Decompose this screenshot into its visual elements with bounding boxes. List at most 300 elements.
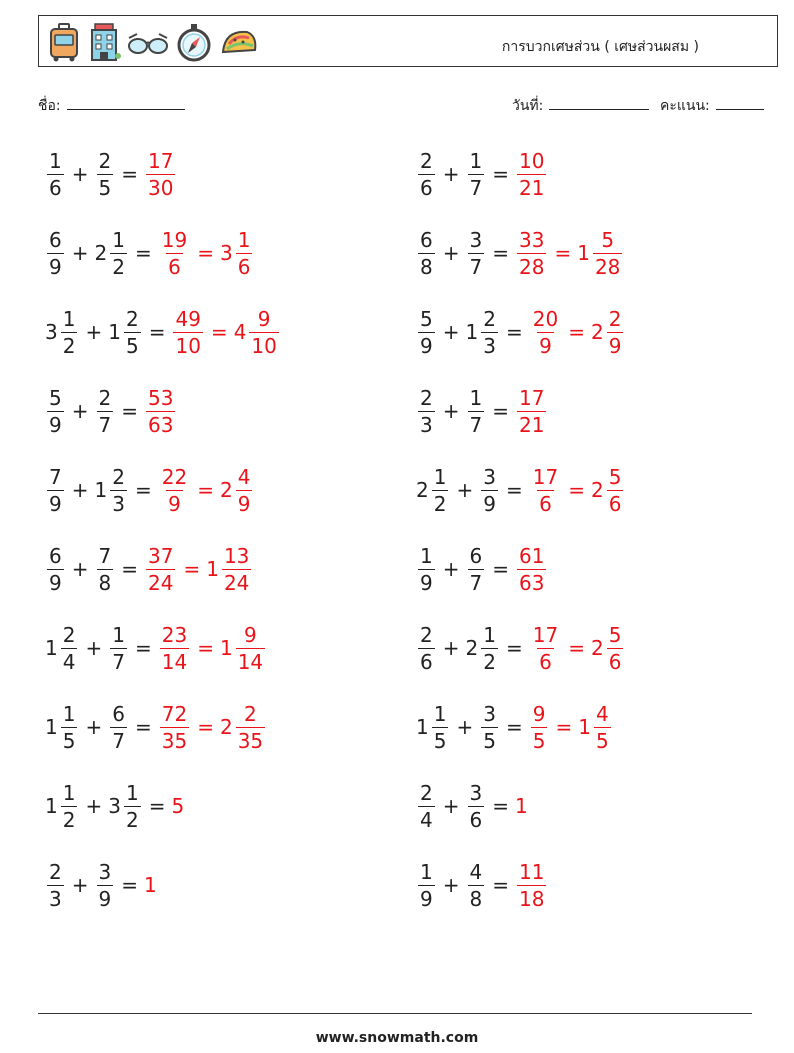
numerator: 2 [112,464,125,489]
denominator: 10 [175,333,201,358]
numerator: 4 [595,701,609,726]
answer-fraction [517,148,546,200]
operator: + [71,241,89,265]
fraction [61,701,78,753]
operator: = [505,478,523,502]
numerator: 2 [608,306,622,331]
denominator: 7 [469,570,483,595]
denominator: 2 [483,649,496,674]
denominator: 7 [98,412,112,437]
fraction [418,385,435,437]
operator: + [71,873,89,897]
whole-number: 2 [416,478,429,502]
fraction [97,543,114,595]
operator: + [442,162,460,186]
denominator: 9 [49,491,62,516]
denominator: 5 [483,728,496,753]
problem-row [45,225,254,281]
numerator: 1 [469,148,483,173]
numerator: 17 [148,148,174,173]
numerator: 3 [483,464,496,489]
answer-integer: 1 [144,873,157,897]
fraction [481,622,498,674]
numerator: 19 [161,227,188,252]
numerator: 3 [469,780,483,805]
problem-row [416,620,625,676]
denominator: 9 [98,886,112,911]
numerator: 1 [62,306,76,331]
denominator: 9 [420,886,433,911]
fraction [418,859,435,911]
operator: = [492,557,509,581]
numerator: 23 [161,622,188,647]
numerator: 2 [125,306,139,331]
numerator: 6 [49,227,62,252]
operator: + [442,241,460,265]
fraction [97,859,114,911]
numerator: 1 [112,622,125,647]
numerator: 53 [148,385,174,410]
answer-fraction [249,306,278,358]
date-field [512,94,649,117]
whole-number: 2 [465,636,479,660]
denominator: 8 [420,254,433,279]
score-blank [716,94,764,110]
denominator: 5 [98,175,112,200]
numerator: 2 [98,148,112,173]
name-field [38,94,185,117]
denominator: 5 [433,728,447,753]
problem-row [45,699,267,755]
numerator: 10 [519,148,545,173]
numerator: 2 [420,622,433,647]
problem-row [416,146,548,202]
denominator: 6 [608,649,622,674]
denominator: 6 [539,649,552,674]
fraction [47,859,64,911]
answer-integer: 5 [171,794,185,818]
fraction [97,385,114,437]
whole-number: 2 [219,478,233,502]
numerator: 9 [257,306,271,331]
numerator: 1 [62,701,76,726]
operator: = [197,241,214,265]
numerator: 1 [420,543,433,568]
denominator: 35 [237,728,264,753]
operator: = [121,557,138,581]
operator: + [442,636,460,660]
operator: = [492,873,509,897]
denominator: 28 [594,254,621,279]
numerator: 2 [62,622,76,647]
whole-number: 1 [45,794,58,818]
suitcase-icon [47,22,81,62]
numerator: 7 [98,543,112,568]
operator: = [568,320,585,344]
fraction [481,464,498,516]
operator: = [568,478,585,502]
numerator: 5 [608,464,622,489]
fraction [468,780,485,832]
numerator: 2 [49,859,62,884]
fraction [468,148,485,200]
numerator: 1 [433,464,447,489]
numerator: 17 [519,385,545,410]
numerator: 1 [62,780,76,805]
fraction [61,622,78,674]
operator: = [492,241,509,265]
denominator: 2 [62,333,76,358]
operator: = [568,636,585,660]
fraction [418,780,435,832]
denominator: 5 [62,728,76,753]
problem-row [45,462,254,518]
numerator: 5 [601,227,615,252]
denominator: 14 [237,649,264,674]
numerator: 6 [420,227,433,252]
whole-number: 1 [45,715,58,739]
fraction [47,464,64,516]
numerator: 3 [483,701,496,726]
numerator: 3 [469,227,483,252]
numerator: 1 [125,780,139,805]
answer-integer: 1 [515,794,528,818]
operator: = [197,715,214,739]
operator: + [85,794,103,818]
numerator: 49 [175,306,201,331]
denominator: 7 [112,728,125,753]
numerator: 5 [608,622,622,647]
denominator: 5 [532,728,546,753]
denominator: 9 [49,254,62,279]
answer-fraction [531,464,560,516]
denominator: 28 [519,254,545,279]
denominator: 6 [49,175,62,200]
name-blank [67,94,185,110]
operator: = [121,399,138,423]
numerator: 9 [532,701,546,726]
denominator: 2 [112,254,125,279]
operator: = [121,873,138,897]
fraction [468,227,485,279]
denominator: 6 [539,491,552,516]
numerator: 1 [49,148,62,173]
denominator: 6 [168,254,181,279]
denominator: 3 [483,333,496,358]
operator: + [442,320,460,344]
answer-fraction [607,306,624,358]
operator: = [555,715,573,739]
fraction [110,464,127,516]
operator: = [148,794,166,818]
fraction [124,780,141,832]
denominator: 18 [519,886,545,911]
problem-row [45,304,281,360]
header-icons [47,22,259,62]
problem-row [416,541,548,597]
denominator: 4 [420,807,433,832]
denominator: 30 [148,175,174,200]
denominator: 9 [49,412,62,437]
problem-row [416,857,548,913]
denominator: 6 [420,175,433,200]
fraction [468,859,485,911]
problem-row [416,304,625,360]
denominator: 3 [112,491,125,516]
problem-row [416,383,548,439]
numerator: 17 [532,622,559,647]
numerator: 13 [223,543,250,568]
denominator: 7 [112,649,125,674]
operator: = [505,636,523,660]
denominator: 2 [433,491,447,516]
numerator: 33 [519,227,545,252]
header-box [38,15,778,67]
fraction [418,306,435,358]
denominator: 9 [168,491,181,516]
denominator: 9 [49,570,62,595]
denominator: 24 [148,570,174,595]
operator: = [134,241,152,265]
whole-number: 3 [108,794,121,818]
numerator: 1 [483,622,496,647]
answer-fraction [160,701,189,753]
footer-divider [38,1013,752,1014]
date-blank [549,94,649,110]
denominator: 9 [420,333,433,358]
denominator: 9 [483,491,496,516]
problem-row [45,620,267,676]
whole-number: 2 [219,715,233,739]
problem-row [45,146,177,202]
denominator: 9 [420,570,433,595]
name-label: ชื่อ: [38,98,61,114]
operator: = [134,636,152,660]
denominator: 63 [148,412,174,437]
whole-number: 3 [45,320,58,344]
operator: + [456,715,474,739]
denominator: 14 [161,649,188,674]
whole-number: 2 [94,241,108,265]
answer-fraction [517,227,546,279]
answer-fraction [236,227,253,279]
fraction [468,543,485,595]
problem-row [416,462,625,518]
problem-row [45,541,253,597]
fraction [418,227,435,279]
operator: = [148,320,166,344]
numerator: 6 [49,543,62,568]
denominator: 7 [469,254,483,279]
operator: + [85,320,103,344]
answer-fraction [607,464,624,516]
operator: + [71,478,89,502]
whole-number: 1 [578,715,591,739]
answer-fraction [593,227,622,279]
score-label: คะแนน: [660,98,710,114]
fraction [97,148,114,200]
whole-number: 3 [219,241,233,265]
answer-fraction [173,306,202,358]
numerator: 4 [237,464,251,489]
whole-number: 2 [590,636,604,660]
denominator: 6 [237,254,251,279]
answer-fraction [160,227,189,279]
operator: + [85,636,103,660]
numerator: 1 [433,701,447,726]
numerator: 1 [112,227,125,252]
numerator: 6 [469,543,483,568]
problem-row [416,225,624,281]
denominator: 6 [420,649,433,674]
operator: = [492,162,509,186]
operator: + [442,557,460,581]
fraction [418,622,435,674]
fraction [418,148,435,200]
problem-row [45,857,158,913]
fraction [418,543,435,595]
whole-number: 1 [416,715,429,739]
answer-fraction [594,701,611,753]
whole-number: 4 [233,320,247,344]
problem-row [45,778,185,834]
numerator: 4 [469,859,483,884]
taco-icon [219,22,259,62]
numerator: 9 [244,622,257,647]
answer-fraction [517,543,546,595]
denominator: 21 [519,175,545,200]
fraction [47,227,64,279]
denominator: 6 [608,491,622,516]
answer-fraction [517,385,546,437]
numerator: 72 [161,701,188,726]
date-label: วันที่: [512,98,544,114]
sunglasses-icon [127,22,169,62]
answer-fraction [517,859,546,911]
numerator: 1 [469,385,483,410]
denominator: 8 [98,570,112,595]
denominator: 7 [469,175,483,200]
denominator: 9 [608,333,622,358]
answer-fraction [236,464,253,516]
numerator: 5 [420,306,433,331]
denominator: 8 [469,886,483,911]
operator: = [197,478,214,502]
numerator: 1 [420,859,433,884]
answer-fraction [236,701,265,753]
operator: + [456,478,474,502]
fraction [432,701,449,753]
denominator: 3 [49,886,62,911]
numerator: 37 [148,543,174,568]
denominator: 5 [595,728,609,753]
whole-number: 1 [45,636,58,660]
denominator: 4 [62,649,76,674]
operator: = [554,241,572,265]
fraction [47,148,64,200]
numerator: 61 [519,543,545,568]
fraction [110,701,127,753]
answer-fraction [236,622,265,674]
denominator: 9 [539,333,552,358]
numerator: 2 [420,148,433,173]
fraction [481,701,498,753]
denominator: 2 [62,807,76,832]
answer-fraction [146,148,175,200]
operator: + [442,794,460,818]
operator: = [492,794,509,818]
problem-row [416,699,613,755]
operator: = [505,715,523,739]
fraction [110,622,127,674]
fraction [481,306,498,358]
numerator: 22 [161,464,188,489]
numerator: 20 [532,306,559,331]
whole-number: 1 [465,320,479,344]
operator: = [183,557,201,581]
operator: + [71,399,89,423]
operator: = [505,320,523,344]
whole-number: 2 [590,478,604,502]
operator: = [121,162,138,186]
operator: + [85,715,103,739]
answer-fraction [531,701,548,753]
whole-number: 2 [590,320,604,344]
fraction [124,306,141,358]
whole-number: 1 [108,320,121,344]
answer-fraction [146,385,175,437]
problem-row [416,778,529,834]
fraction [61,306,78,358]
problem-row [45,383,177,439]
denominator: 9 [237,491,251,516]
operator: = [210,320,228,344]
numerator: 2 [244,701,257,726]
answer-fraction [222,543,251,595]
fraction [110,227,127,279]
numerator: 3 [98,859,112,884]
denominator: 5 [125,333,139,358]
footer-url: www.snowmath.com [315,1030,479,1046]
whole-number: 1 [219,636,233,660]
score-field [660,94,764,117]
operator: + [71,162,89,186]
denominator: 6 [469,807,483,832]
denominator: 24 [223,570,250,595]
operator: + [442,873,460,897]
worksheet-title: การบวกเศษส่วน ( เศษส่วนผสม ) [501,39,699,55]
fraction [61,780,78,832]
answer-fraction [160,464,189,516]
fraction [47,385,64,437]
operator: = [492,399,509,423]
numerator: 17 [532,464,559,489]
operator: = [134,478,152,502]
numerator: 6 [112,701,125,726]
compass-icon [175,22,213,62]
operator: + [71,557,89,581]
numerator: 11 [519,859,545,884]
answer-fraction [531,306,560,358]
numerator: 5 [49,385,62,410]
denominator: 10 [251,333,277,358]
hotel-icon [87,22,121,62]
numerator: 1 [237,227,251,252]
fraction [47,543,64,595]
whole-number: 1 [577,241,590,265]
denominator: 21 [519,412,545,437]
denominator: 2 [125,807,139,832]
